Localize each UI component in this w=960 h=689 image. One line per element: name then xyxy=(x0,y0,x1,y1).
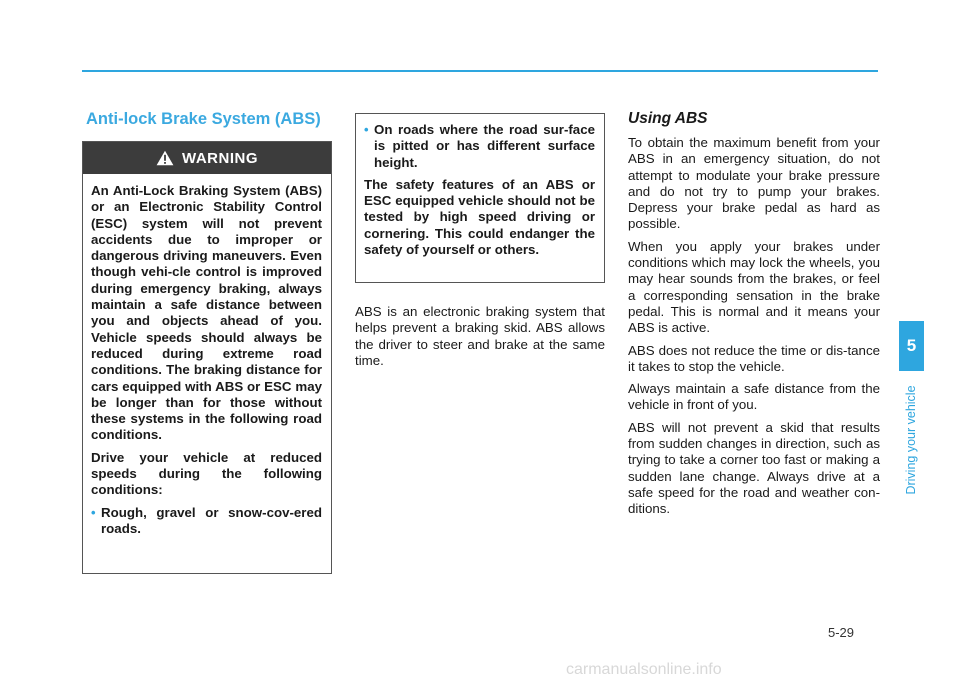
abs-intro-paragraph: ABS is an electronic braking system that helps prevent a braking skid. ABS allows the driver to steer and brake at the same time. xyxy=(355,304,605,368)
using-abs-paragraph: When you apply your brakes under conditions which may lock the wheels, you may hear sounds from the brakes, or feel a corresponding sensation in the brake pedal. This is normal and it means your ABS is active. xyxy=(628,238,880,336)
using-abs-body xyxy=(628,135,880,524)
warning-bullet-text: Rough, gravel or snow-cov-ered roads. xyxy=(101,504,322,536)
using-abs-paragraph: ABS will not prevent a skid that results from sudden changes in direction, such as trying to take a corner too fast or making a sudden lane change. Always drive at a safe speed for the road and weather con-ditions. xyxy=(628,419,880,517)
warning-bullet-text: On roads where the road sur-face is pitted or has different surface height. xyxy=(374,122,595,170)
top-rule xyxy=(82,70,878,72)
watermark: carmanualsonline.info xyxy=(566,661,722,678)
using-abs-paragraph: To obtain the maximum benefit from your ABS in an emergency situation, do not attempt to modulate your brake pressure and do not try to pump your brakes. Depress your brake pedal as hard as possible. xyxy=(628,135,880,232)
page-number: 5-29 xyxy=(828,625,855,640)
using-abs-paragraph: ABS does not reduce the time or dis-tance it takes to stop the vehicle. xyxy=(628,342,880,374)
warning-paragraph: An Anti-Lock Braking System (ABS) or an Electronic Stability Control (ESC) system will not prevent accidents due to improper or dangerous driving maneuvers. Even though vehi-cle control is improved during emergency braking, always maintain a safe distance between you and objects ahead of you. Vehicle speeds should always be reduced during extreme road conditions. The braking distance for cars equipped with ABS or ESC may be longer than for those without these systems in the following road conditions. xyxy=(91,183,322,443)
warning-paragraph: Drive your vehicle at reduced speeds during the following conditions: xyxy=(91,449,322,498)
section-title: Anti-lock Brake System (ABS) xyxy=(86,110,321,128)
warning-triangle-icon xyxy=(156,150,174,166)
bullet-dot-icon: • xyxy=(364,122,369,137)
chapter-tab[interactable]: 5 xyxy=(899,321,924,371)
warning-box xyxy=(82,141,332,574)
warning-header xyxy=(83,142,331,174)
chapter-label: Driving your vehicle xyxy=(904,385,918,495)
warning-body xyxy=(83,174,331,537)
using-abs-heading: Using ABS xyxy=(628,110,708,127)
warning-label: WARNING xyxy=(182,149,258,167)
warning-closing: The safety features of an ABS or ESC equipped vehicle should not be tested by high speed driving or cornering. This could endanger the safety of yourself or others. xyxy=(364,176,595,258)
warning-bullet xyxy=(91,505,322,538)
warning-bullet xyxy=(364,122,595,171)
bullet-dot-icon: • xyxy=(91,504,96,520)
warning-continued-box xyxy=(355,113,605,283)
using-abs-paragraph: Always maintain a safe distance from the vehicle in front of you. xyxy=(628,381,880,413)
